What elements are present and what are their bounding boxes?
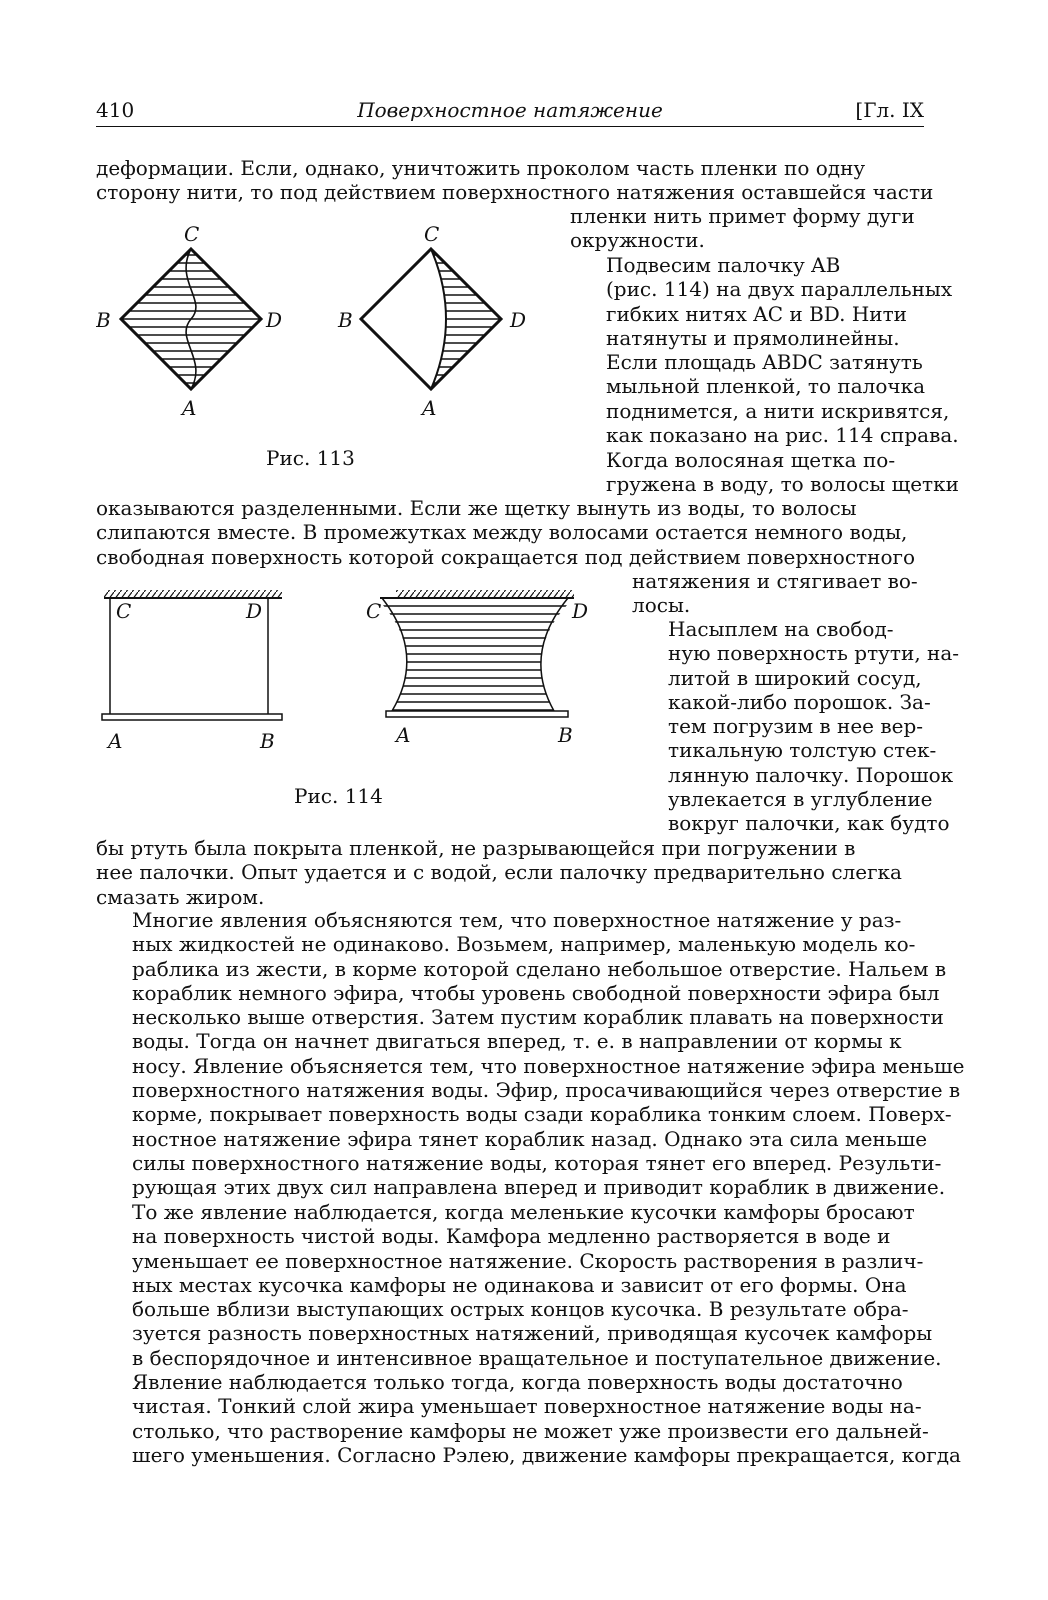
page	[96, 96, 965, 1536]
text-line: гибких нитях AC и BD. Нити	[606, 301, 907, 326]
text-line: носу. Явление объясняется тем, что поверхностное натяжение эфира меньше	[132, 1053, 965, 1078]
fig114-right-frame	[366, 590, 588, 747]
text-line: Насыплем на свобод-	[668, 617, 894, 641]
paragraph-3-end	[632, 569, 924, 618]
fig114-left-label-A: A	[108, 729, 123, 753]
fig114-right-label-B: B	[558, 723, 573, 747]
text-line: кораблик немного эфира, чтобы уровень свободной поверхности эфира был	[132, 980, 940, 1005]
text-line: силы поверхностного натяжение воды, которая тянет его вперед. Результи-	[132, 1150, 942, 1175]
text-line: лянную палочку. Порошок	[668, 762, 954, 787]
text-line: То же явление наблюдается, когда меленькие кусочки камфоры бросают	[132, 1200, 915, 1224]
text-line: пленки нить примет форму дуги	[570, 204, 915, 228]
paragraph-3-middle	[96, 496, 924, 569]
text-line: смазать жиром.	[96, 884, 265, 909]
fig113-right-label-B: B	[338, 308, 353, 332]
paragraph-4-start	[632, 617, 960, 836]
fig113-right-label-C: C	[424, 222, 440, 246]
text-line: столько, что растворение камфоры не может уже произвести его дальней-	[132, 1418, 929, 1443]
fig114-right-label-D: D	[572, 599, 589, 623]
text-line: Многие явления объясняются тем, что поверхностное натяжение у раз-	[132, 908, 902, 932]
paragraph-3-start	[570, 448, 959, 497]
text-line: литой в широкий сосуд,	[668, 665, 922, 690]
text-line: окружности.	[570, 228, 705, 253]
text-line: слипаются вместе. В промежутках между волосами остается немного воды,	[96, 520, 908, 545]
fig113-right-diamond	[337, 222, 526, 420]
fig114-left-label-C: C	[116, 599, 132, 623]
fig114-right-label-C: C	[366, 599, 382, 623]
text-line: в беспорядочное и интенсивное вращательное и поступательное движение.	[132, 1345, 942, 1370]
paragraph-4-end	[96, 836, 924, 909]
text-line: воды. Тогда он начнет двигаться вперед, т. е. в направлении от кормы к	[132, 1029, 902, 1054]
fig113-right-label-D: D	[510, 308, 527, 332]
paragraph-5	[96, 908, 965, 1200]
text-line: Подвесим палочку AB	[606, 253, 841, 277]
text-line: тем погрузим в нее вер-	[668, 714, 924, 739]
text-line: Если площадь ABDC затянуть	[606, 350, 923, 375]
text-line: свободная поверхность которой сокращается под действием поверхностного	[96, 544, 916, 569]
fig113-right-label-A: A	[422, 396, 437, 420]
fig114-left-frame	[102, 590, 282, 753]
text-line: рующая этих двух сил направлена вперед и приводит кораблик в движение.	[132, 1175, 946, 1200]
fig114-right-label-A: A	[396, 723, 411, 747]
text-line: Явление наблюдается только тогда, когда поверхность воды достаточно	[132, 1370, 903, 1395]
fig113-left-label-C: C	[184, 222, 200, 246]
text-line: мыльной пленкой, то палочка	[606, 374, 926, 399]
text-line: зуется разность поверхностных натяжений, приводящая кусочек камфоры	[132, 1321, 933, 1346]
text-line: больше вблизи выступающих острых концов кусочка. В результате обра-	[132, 1297, 909, 1322]
text-line: уменьшает ее поверхностное натяжение. Скорость растворения в различ-	[132, 1248, 924, 1273]
paragraph-6	[96, 1200, 961, 1467]
text-line: тикальную толстую стек-	[668, 738, 937, 763]
text-line: бы ртуть была покрыта пленкой, не разрывающейся при погружении в	[96, 836, 856, 860]
text-line: натянуты и прямолинейны.	[606, 325, 900, 350]
text-line: чистая. Тонкий слой жира уменьшает поверхностное натяжение воды на-	[132, 1394, 922, 1419]
text-line: сторону нити, то под действием поверхностного натяжения оставшейся части	[96, 180, 934, 205]
paragraph-2	[570, 253, 959, 448]
fig114-left-label-B: B	[260, 729, 275, 753]
text-line: какой-либо порошок. За-	[668, 689, 931, 714]
text-line: деформации. Если, однако, уничтожить проколом часть пленки по одну	[96, 156, 866, 180]
text-line: ных жидкостей не одинаково. Возьмем, например, маленькую модель ко-	[132, 932, 916, 957]
text-line: как показано на рис. 114 справа.	[606, 423, 959, 448]
text-line: натяжения и стягивает во-	[632, 569, 918, 593]
figure-114	[96, 584, 616, 764]
text-line: несколько выше отверстия. Затем пустим кораблик плавать на поверхности	[132, 1005, 944, 1030]
figure-113-caption: Рис. 113	[266, 446, 355, 470]
text-line: нее палочки. Опыт удается и с водой, если палочку предварительно слегка	[96, 860, 902, 885]
paragraph-1-continuation	[570, 204, 924, 253]
figure-114-caption: Рис. 114	[294, 784, 383, 808]
text-line: поднимется, а нити искривятся,	[606, 398, 950, 423]
text-line: лосы.	[632, 593, 691, 618]
text-line: вокруг палочки, как будто	[668, 811, 950, 836]
chapter-label: [Гл. IX	[855, 98, 924, 122]
paragraph-1	[96, 156, 934, 205]
page-number: 410	[96, 98, 135, 122]
text-line: ных местах кусочка камфоры не одинакова и зависит от его формы. Она	[132, 1272, 907, 1297]
text-line: Когда волосяная щетка по-	[606, 448, 896, 472]
text-line: на поверхность чистой воды. Камфора медленно растворяется в воде и	[132, 1224, 891, 1249]
fig114-left-label-D: D	[246, 599, 263, 623]
fig113-left-label-D: D	[266, 308, 283, 332]
text-line: корме, покрывает поверхность воды сзади кораблика тонким слоем. Поверх-	[132, 1102, 952, 1127]
text-line: ностное натяжение эфира тянет кораблик назад. Однако эта сила меньше	[132, 1126, 928, 1151]
running-title: Поверхностное натяжение	[357, 98, 663, 122]
text-line: шего уменьшения. Согласно Рэлею, движение камфоры прекращается, когда	[132, 1442, 961, 1467]
fig113-left-label-B: B	[96, 308, 111, 332]
figure-113	[96, 221, 566, 436]
running-header	[96, 96, 924, 127]
text-line: гружена в воду, то волосы щетки	[606, 472, 959, 497]
fig113-left-diamond	[96, 222, 282, 420]
text-line: (рис. 114) на двух параллельных	[606, 277, 953, 302]
fig113-left-label-A: A	[182, 396, 197, 420]
text-line: поверхностного натяжения воды. Эфир, просачивающийся через отверстие в	[132, 1078, 961, 1103]
text-line: раблика из жести, в корме которой сделано небольшое отверстие. Нальем в	[132, 956, 947, 981]
text-line: ную поверхность ртути, на-	[668, 641, 960, 666]
text-line: увлекается в углубление	[668, 787, 933, 812]
text-line: оказываются разделенными. Если же щетку вынуть из воды, то волосы	[96, 496, 857, 520]
